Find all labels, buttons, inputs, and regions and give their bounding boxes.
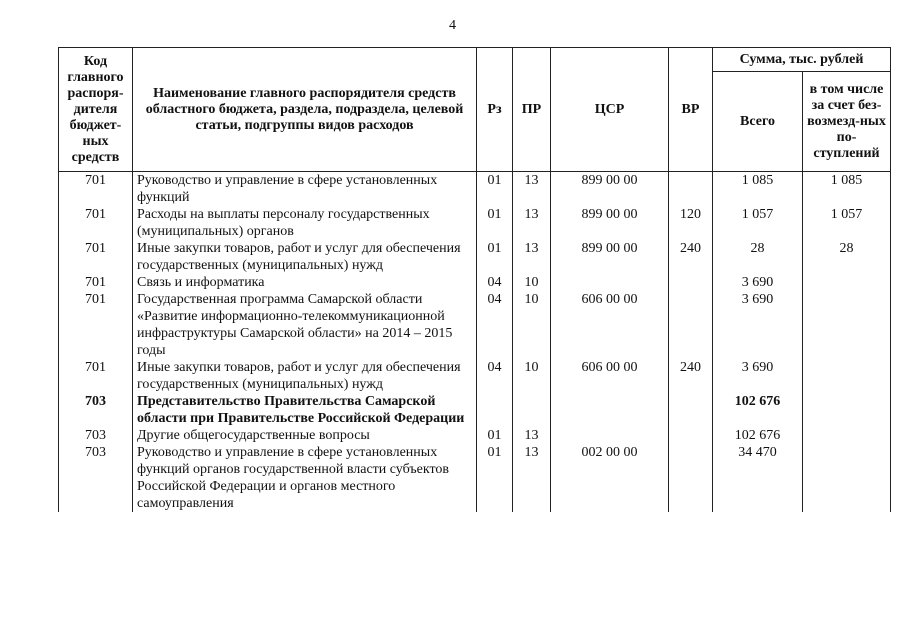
row-csr: 002 00 00 [551,444,669,512]
row-csr: 899 00 00 [551,206,669,240]
row-rz: 01 [477,172,513,207]
row-csr: 606 00 00 [551,291,669,359]
row-vr: 120 [669,206,713,240]
row-rz: 01 [477,240,513,274]
row-free [803,444,891,512]
row-code: 701 [59,359,133,393]
row-code: 701 [59,172,133,207]
header-pr: ПР [513,48,551,172]
page-number: 4 [449,18,456,33]
row-name: Связь и информатика [133,274,477,291]
row-code: 703 [59,427,133,444]
row-vr [669,393,713,427]
row-name: Руководство и управление в сфере установленных функций [133,172,477,207]
row-code: 703 [59,393,133,427]
row-csr [551,427,669,444]
row-code: 703 [59,444,133,512]
row-vr [669,274,713,291]
row-rz: 04 [477,291,513,359]
row-rz: 04 [477,274,513,291]
row-vr: 240 [669,359,713,393]
row-total: 102 676 [713,393,803,427]
row-name: Руководство и управление в сфере установленных функций органов государственной власти субъектов Российской Федерации и органов местного самоуправления [133,444,477,512]
row-code: 701 [59,240,133,274]
table-row [59,274,891,291]
header-name: Наименование главного распорядителя средств областного бюджета, раздела, подраздела, целевой статьи, подгруппы видов расходов [133,48,477,172]
row-total: 102 676 [713,427,803,444]
row-free [803,427,891,444]
table-row [59,393,891,427]
row-rz: 01 [477,444,513,512]
row-total: 3 690 [713,291,803,359]
row-pr [513,393,551,427]
row-pr: 10 [513,274,551,291]
row-code: 701 [59,274,133,291]
table-row [59,444,891,512]
row-pr: 10 [513,291,551,359]
row-pr: 13 [513,206,551,240]
row-total: 1 057 [713,206,803,240]
row-csr: 899 00 00 [551,240,669,274]
row-free: 1 085 [803,172,891,207]
row-name: Представительство Правительства Самарской области при Правительстве Российской Федерации [133,393,477,427]
row-vr [669,444,713,512]
table-row [59,206,891,240]
row-rz: 01 [477,206,513,240]
row-free: 28 [803,240,891,274]
row-pr: 10 [513,359,551,393]
row-pr: 13 [513,444,551,512]
table-row [59,291,891,359]
row-free: 1 057 [803,206,891,240]
header-vr: ВР [669,48,713,172]
row-total: 3 690 [713,274,803,291]
row-vr [669,291,713,359]
row-free [803,359,891,393]
row-csr [551,393,669,427]
table-row [59,427,891,444]
row-csr: 606 00 00 [551,359,669,393]
budget-table [58,47,891,512]
table-row [59,172,891,207]
row-csr [551,274,669,291]
row-total: 34 470 [713,444,803,512]
row-name: Иные закупки товаров, работ и услуг для обеспечения государственных (муниципальных) нужд [133,359,477,393]
row-name: Другие общегосударственные вопросы [133,427,477,444]
row-rz [477,393,513,427]
row-csr: 899 00 00 [551,172,669,207]
row-vr [669,427,713,444]
row-name: Государственная программа Самарской области «Развитие информационно-телекоммуникационной инфраструктуры Самарской области» на 2014 – 2015 годы [133,291,477,359]
row-total: 3 690 [713,359,803,393]
row-code: 701 [59,206,133,240]
row-pr: 13 [513,427,551,444]
table-row [59,359,891,393]
row-pr: 13 [513,172,551,207]
row-rz: 04 [477,359,513,393]
row-free [803,291,891,359]
row-total: 28 [713,240,803,274]
header-total: Всего [713,72,803,172]
row-rz: 01 [477,427,513,444]
row-free [803,274,891,291]
table-row [59,240,891,274]
table-body [59,172,891,513]
header-sum: Сумма, тыс. рублей [713,48,891,72]
row-total: 1 085 [713,172,803,207]
header-rz: Рз [477,48,513,172]
row-free [803,393,891,427]
header-including: в том числе за счет без-возмезд-ных по-ступлений [803,72,891,172]
row-name: Расходы на выплаты персоналу государственных (муниципальных) органов [133,206,477,240]
header-code: Код главного распоря-дителя бюджет-ных средств [59,48,133,172]
row-vr: 240 [669,240,713,274]
row-pr: 13 [513,240,551,274]
row-code: 701 [59,291,133,359]
row-name: Иные закупки товаров, работ и услуг для обеспечения государственных (муниципальных) нужд [133,240,477,274]
header-csr: ЦСР [551,48,669,172]
row-vr [669,172,713,207]
